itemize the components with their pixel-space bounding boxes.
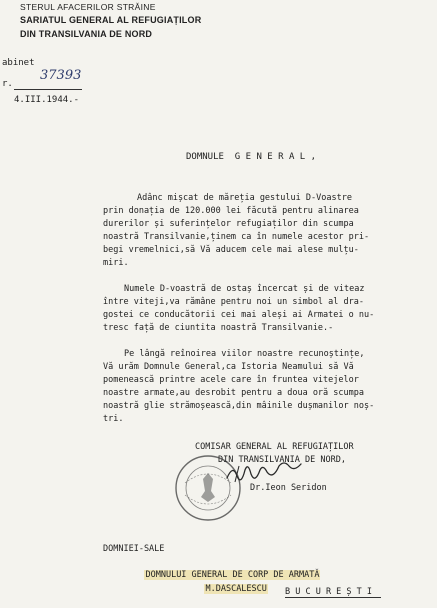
addressee-line3-wrap [184,570,268,608]
addressee-line3: M.DASCALESCU [205,583,267,594]
body-line: tri. [103,414,124,424]
body-line: Pe lângă reînoirea viilor noastre recunoștințe, [124,349,365,359]
body-line: pomenească printre acele care în fruntea vitejelor [103,375,359,385]
body-line: durerilor și suferințelor refugiaților din scumpa [103,219,354,229]
body-line: prin donația de 120.000 lei făcută pentru alinarea [103,206,359,216]
body-line: Vă urăm Domnule General,ca Istoria Neamului să Vă [103,362,354,372]
body-line: tresc față de ciuntita noastră Transilvanie.- [103,323,334,333]
addressee-line2: DOMNULUI GENERAL DE CORP DE ARMATĂ [145,569,320,580]
body-line: Numele D-voastră de ostaș încercat și de viteaz [124,284,365,294]
body-line: noastră Transilvanie,ținem ca în numele acestor pri- [103,232,370,242]
body-line: miri. [103,258,129,268]
addressee-line1: DOMNIEI-SALE [103,544,165,554]
registry-number: 37393 [40,68,82,83]
body-line: begi vremelnici,să Vă aducem cele mai alese mulțu- [103,245,359,255]
body-line: gostei ce conducătorii cei mai aleși ai Armatei o nu- [103,310,375,320]
header-region: DIN TRANSILVANIA DE NORD [20,29,153,39]
addressee-city: B U C U R E Ș T I [285,587,372,597]
signer-region: DIN TRANSILVANIA DE NORD, [218,455,346,465]
signer-name: Dr.Ieon Seridon [250,483,327,493]
header-ministry: STERUL AFACERILOR STRĂINE [20,2,156,12]
nr-label: r. [2,79,13,89]
salutation: DOMNULE G E N E R A L , [186,152,317,162]
body-line: noastră glie strămoșească,din mâinile dușmanilor noș- [103,401,375,411]
body-line: între viteji,va rămâne pentru noi un simbol al dra- [103,297,364,307]
header-secretariat: SARIATUL GENERAL AL REFUGIAȚILOR [20,15,202,25]
cabinet-label: abinet [2,58,35,68]
city-underline [285,597,381,598]
nr-underline [14,89,82,90]
body-line: Adânc mișcat de măreția gestului D-Voastre [137,193,352,203]
handwritten-signature [225,462,305,484]
body-line: noastre armate,au desrobit pentru a doua oră scumpa [103,388,364,398]
signer-title: COMISAR GENERAL AL REFUGIAȚILOR [195,442,354,452]
letter-date: 4.III.1944.- [14,95,80,105]
